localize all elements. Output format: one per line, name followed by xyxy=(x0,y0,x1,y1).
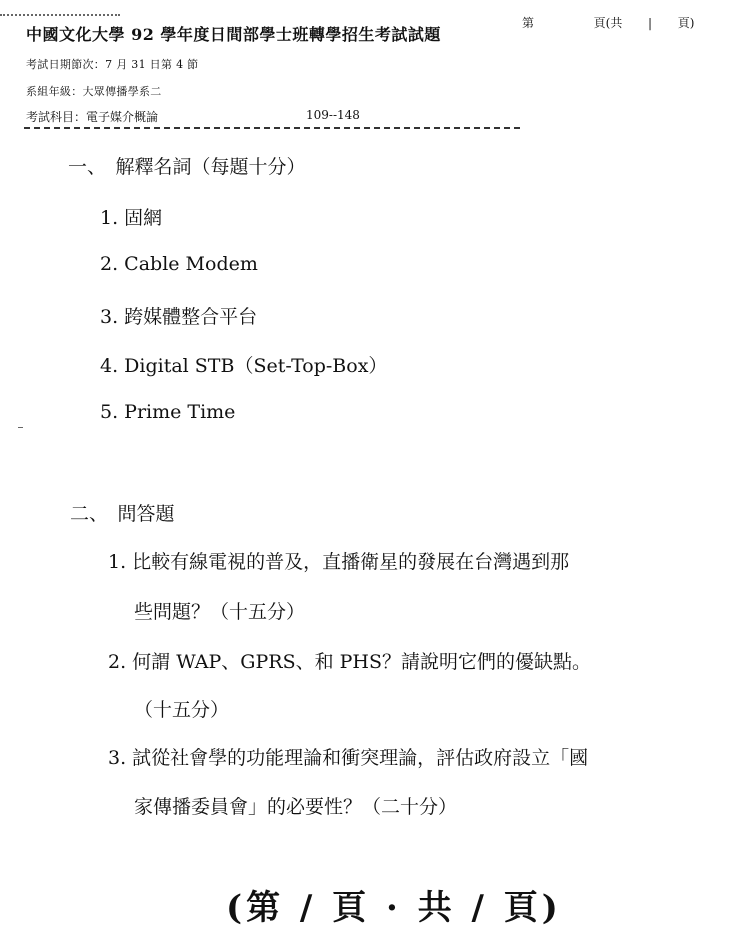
page-label-right: 頁) xyxy=(677,16,695,30)
term-item: 5. Prime Time xyxy=(100,401,236,423)
term-item: 3. 跨媒體整合平台 xyxy=(100,306,258,328)
term-item: 2. Cable Modem xyxy=(100,253,258,275)
page-footer: (第 / 頁 · 共 / 頁) xyxy=(226,888,562,928)
page-label-left: 第 xyxy=(522,16,535,30)
term-item: 1. 固網 xyxy=(100,207,163,229)
term-item: 4. Digital STB（Set-Top-Box） xyxy=(100,355,388,377)
section1-heading: 一、 解釋名詞（每題十分） xyxy=(68,156,306,178)
corner-dots xyxy=(0,14,120,16)
exam-title: 中國文化大學 92 學年度日間部學士班轉學招生考試試題 xyxy=(26,25,441,44)
exam-subject: 考試科目：電子媒介概論 xyxy=(26,110,159,124)
question-line: 3. 試從社會學的功能理論和衝突理論，評估政府設立「國 xyxy=(108,747,589,769)
department: 系組年級：大眾傳播學系二 xyxy=(26,85,162,98)
question-line: 1. 比較有線電視的普及，直播衛星的發展在台灣遇到那 xyxy=(108,551,570,573)
section2-heading: 二、 問答題 xyxy=(70,503,175,525)
question-line: 家傳播委員會」的必要性？（二十分） xyxy=(134,796,458,818)
exam-date: 考試日期節次：7 月 31 日第 4 節 xyxy=(26,58,199,71)
page-separator: | xyxy=(648,16,653,30)
header-divider xyxy=(24,127,520,129)
question-line: （十五分） xyxy=(134,699,230,721)
page-label-mid: 頁(共 xyxy=(593,16,623,30)
subject-code: 109--148 xyxy=(306,108,360,122)
question-line: 2. 何謂 WAP、GPRS、和 PHS？請說明它們的優缺點。 xyxy=(108,651,591,673)
page-indicator xyxy=(522,14,694,31)
margin-mark xyxy=(18,427,23,428)
question-line: 些問題？（十五分） xyxy=(134,601,306,623)
